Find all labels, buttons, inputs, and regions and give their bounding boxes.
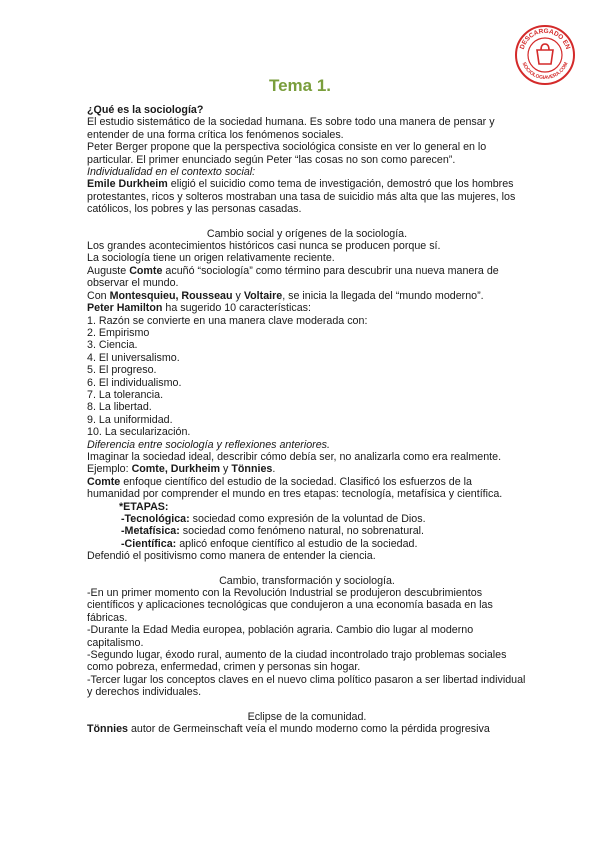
page-title: Tema 1. <box>268 76 332 95</box>
section2-item: -En un primer momento con la Revolución Industrial se produjeron descubrimientos científicos y aplicaciones tecnológicas que condujeron a una economía basada en las fábricas. <box>87 587 493 624</box>
intro-definition: El estudio sistemático de la sociedad humana. Es sobre todo una manera de pensar y entender de una forma crítica los fenómenos sociales. <box>87 116 495 141</box>
hamilton-name: Peter Hamilton <box>87 302 163 315</box>
etapa-label: -Tecnológica: <box>121 513 190 525</box>
section2-item: -Durante la Edad Media europea, población agraria. Cambio dio lugar al moderno capitalismo. <box>87 624 474 649</box>
section2-heading: Cambio, transformación y sociología. <box>219 574 395 587</box>
stamp-top-text: DESCARGADO EN <box>518 27 572 51</box>
ideal-paragraph <box>87 451 527 476</box>
section1-mundo <box>87 290 527 302</box>
durkheim-name: Emile Durkheim <box>87 178 168 191</box>
etapa-text: sociedad como fenómeno natural, no sobrenatural. <box>179 525 424 538</box>
section1-heading: Cambio social y orígenes de la sociología. <box>206 227 408 240</box>
intro-durkheim <box>87 178 527 215</box>
tonnies-name: Tönnies <box>87 723 128 736</box>
ideal-y: y <box>220 463 232 476</box>
y-text: y <box>232 289 244 302</box>
ideal-names: Comte, Durkheim <box>131 463 221 476</box>
etapas-heading: *ETAPAS: <box>119 500 169 513</box>
voltaire: Voltaire <box>243 289 283 302</box>
list-item: 4. El universalismo. <box>87 351 180 364</box>
durkheim-text: eligió el suicidio como tema de investigación, demostró que los hombres protestantes, ricos y solteros mostraban una tasa de suicidio más alta que las mujeres, los católicos, los pobres y las personas casadas. <box>87 178 516 216</box>
list-item: 1. Razón se convierte en una manera clave moderada con: <box>87 314 368 327</box>
diff-heading: Diferencia entre sociología y reflexiones anteriores. <box>87 438 330 451</box>
section3-heading: Eclipse de la comunidad. <box>247 710 367 723</box>
list-item: 7. La tolerancia. <box>87 388 164 401</box>
intro-heading: ¿Qué es la sociología? <box>87 104 204 116</box>
shop-bag-icon <box>537 44 553 64</box>
section3-tonnies <box>87 723 527 735</box>
section1-comte <box>87 265 527 290</box>
etapa-label: -Científica: <box>121 537 177 550</box>
etapa-item <box>87 525 527 537</box>
comte2-paragraph <box>87 476 527 501</box>
comte-name: Comte <box>129 264 163 277</box>
section1-line1: Los grandes acontecimientos históricos casi nunca se producen porque sí. <box>87 240 441 253</box>
etapa-text: sociedad como expresión de la voluntad de Dios. <box>189 513 426 525</box>
etapa-item <box>87 513 527 525</box>
etapa-label: -Metafísica: <box>121 525 180 538</box>
list-item: 5. El progreso. <box>87 364 157 377</box>
section1-line2: La sociología tiene un origen relativamente reciente. <box>87 252 335 265</box>
mundo-text: , se inicia la llegada del “mundo moderno”. <box>282 289 484 302</box>
intro-subheading: Individualidad en el contexto social: <box>87 166 256 179</box>
stamp-bottom-text: SOCIOLOGIAVERA.COM <box>520 61 570 82</box>
etapa-text: aplicó enfoque científico al estudio de la sociedad. <box>176 537 418 550</box>
hamilton-text: ha sugerido 10 características: <box>162 302 311 315</box>
ideal-text: Imaginar la sociedad ideal, describir cómo debía ser, no analizarla como era realmente. Ejemplo: <box>87 450 502 476</box>
comte2-name: Comte <box>87 475 121 488</box>
list-item: 8. La libertad. <box>87 401 152 414</box>
tonnies-text: autor de Germeinschaft veía el mundo moderno como la pérdida progresiva <box>127 723 490 736</box>
con-text: Con <box>87 289 110 302</box>
list-item: 3. Ciencia. <box>87 339 138 352</box>
section1-hamilton <box>87 302 527 314</box>
list-item: 6. El individualismo. <box>87 376 182 389</box>
list-item: 2. Empirismo <box>87 326 150 339</box>
list-item: 10. La secularización. <box>87 426 191 439</box>
list-item: 9. La uniformidad. <box>87 413 173 426</box>
section2-item: -Segundo lugar, éxodo rural, aumento de la ciudad incontrolado trajo problemas sociales como pobreza, enfermedad, crimen y personas sin hogar. <box>87 649 507 674</box>
montesquieu-rousseau: Montesquieu, Rousseau <box>109 289 233 302</box>
comte-text: acuñó “sociología” como término para descubrir una nueva manera de observar el mundo. <box>87 264 499 290</box>
ideal-end: . <box>272 463 276 476</box>
comte2-text: enfoque científico del estudio de la sociedad. Clasificó los esfuerzos de la humanidad por comprender el mundo en tres etapas: tecnología, metafísica y científica. <box>87 475 503 501</box>
intro-berger: Peter Berger propone que la perspectiva sociológica consiste en ver lo general en lo particular. El primer enunciado según Peter “las cosas no son como parecen”. <box>87 141 487 166</box>
etapa-item <box>87 538 527 550</box>
comte-prefix: Auguste <box>87 264 130 277</box>
document-body <box>87 104 527 736</box>
ideal-tonnies: Tönnies <box>231 463 273 476</box>
section2-item: -Tercer lugar los conceptos claves en el nuevo clima político pasaron a ser libertad individual y derechos individuales. <box>87 673 526 699</box>
positivismo-line: Defendió el positivismo como manera de entender la ciencia. <box>87 550 376 563</box>
